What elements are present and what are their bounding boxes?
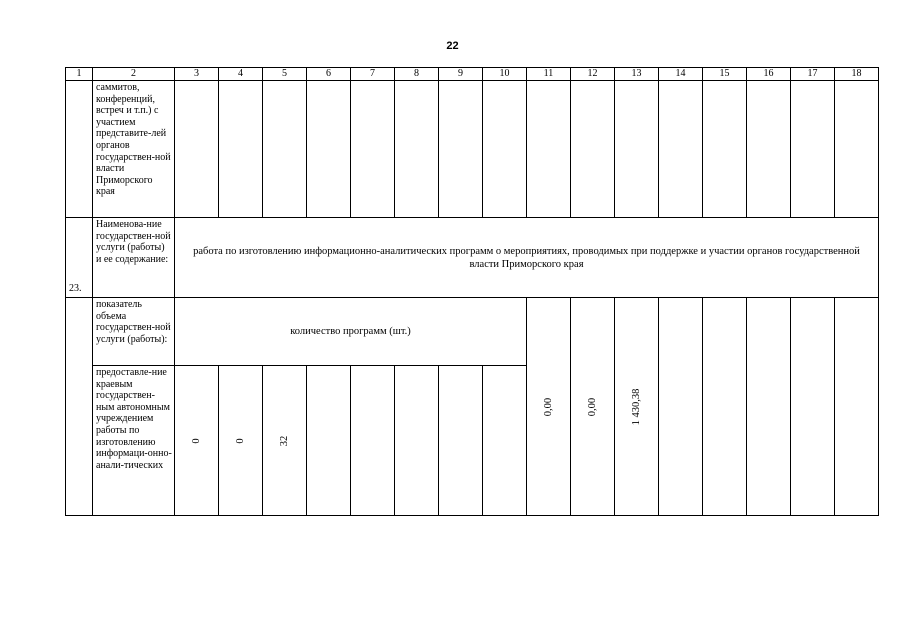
header-cell: 18 [835,68,879,81]
page-number: 22 [446,40,459,52]
table-row [66,298,879,366]
item-number: 23. [66,218,93,298]
indicator-description: показатель объема государствен-ной услуги (работы): [93,298,175,366]
header-cell: 5 [263,68,307,81]
provision-description: предоставле-ние краевым государствен-ным автономным учреждением работы по изготовлению информаци-онно-анали-тических [93,366,175,516]
header-row [66,68,879,81]
indicator-unit: количество программ (шт.) [175,298,527,366]
value-cell-11 [527,298,571,516]
header-cell: 15 [703,68,747,81]
header-cell: 9 [439,68,483,81]
header-cell: 8 [395,68,439,81]
value-col-3: 0 [190,437,202,444]
table-row [66,218,879,298]
header-cell: 16 [747,68,791,81]
value-col-4: 0 [234,437,246,444]
value-col-13: 1 430,38 [630,388,642,425]
header-cell: 6 [307,68,351,81]
header-cell: 1 [66,68,93,81]
header-cell: 4 [219,68,263,81]
table-row [66,81,879,218]
header-cell: 3 [175,68,219,81]
header-cell: 12 [571,68,615,81]
value-cell-12 [571,298,615,516]
header-cell: 14 [659,68,703,81]
value-col-12: 0,00 [586,397,598,416]
item-content: работа по изготовлению информационно-аналитических программ о мероприятиях, проводимых при поддержке и участии органов государственной власти Приморского края [175,218,879,298]
empty-cell [66,81,93,218]
value-cell-3 [175,366,219,516]
header-cell: 10 [483,68,527,81]
header-cell: 7 [351,68,395,81]
value-col-11: 0,00 [542,397,554,416]
value-cell-4 [219,366,263,516]
value-cell-5 [263,366,307,516]
budget-table [65,67,879,516]
header-cell: 11 [527,68,571,81]
header-cell: 2 [93,68,175,81]
header-cell: 17 [791,68,835,81]
value-col-5: 32 [278,435,290,446]
continued-description: саммитов, конференций, встреч и т.п.) с участием представите-лей органов государствен-ной власти Приморского края [93,81,175,218]
header-cell: 13 [615,68,659,81]
value-cell-13 [615,298,659,516]
item-description: Наименова-ние государствен-ной услуги (работы) и ее содержание: [93,218,175,298]
empty-cell [66,298,93,516]
